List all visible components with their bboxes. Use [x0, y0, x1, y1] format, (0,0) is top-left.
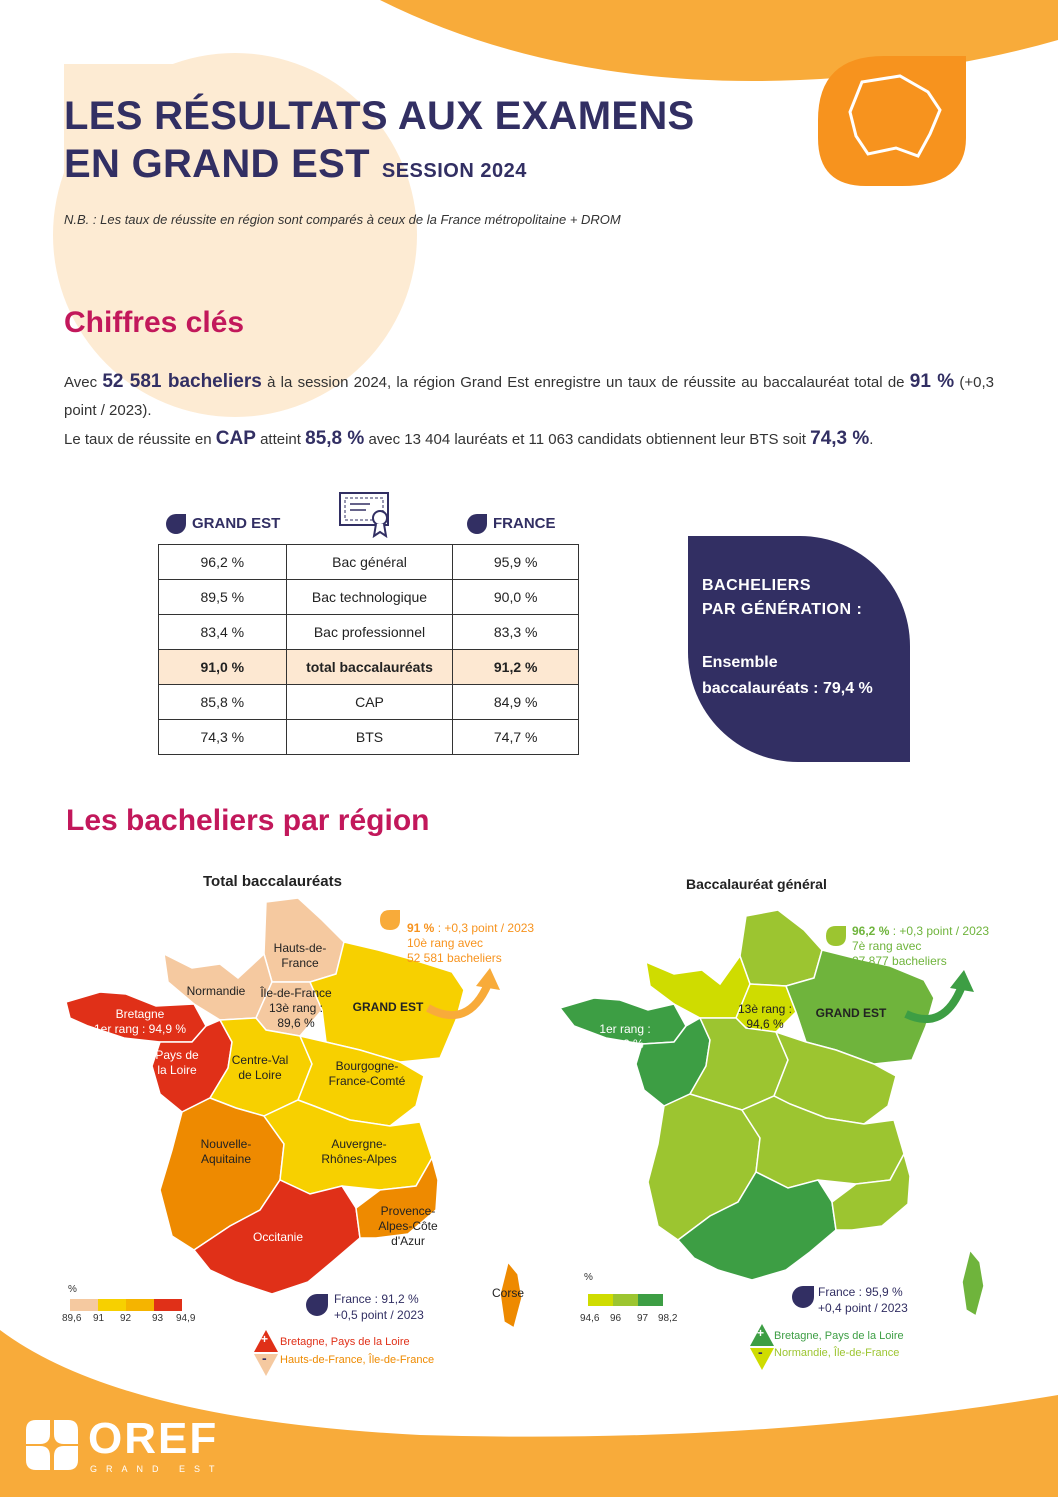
label-line: la Loire	[157, 1063, 197, 1077]
tick: 92	[120, 1313, 132, 1324]
drop-icon	[467, 514, 487, 534]
bubble-title	[702, 574, 862, 622]
legend-swatch	[98, 1299, 126, 1311]
table-row	[159, 545, 579, 580]
label-line: Aquitaine	[200, 1152, 252, 1166]
label-normandie: Normandie	[186, 984, 246, 998]
key-figures-paragraph-2	[64, 425, 994, 454]
callout-drop-icon	[380, 910, 400, 930]
table-row	[159, 685, 579, 720]
col-left-text: GRAND EST	[192, 514, 281, 532]
label-auvergne-rhone-alpes	[314, 1137, 404, 1167]
cell-label: total baccalauréats	[286, 650, 453, 685]
legend-swatch	[126, 1299, 154, 1311]
label-grand-est: GRAND EST	[352, 1000, 424, 1014]
plus-regions: Bretagne, Pays de la Loire	[774, 1330, 904, 1342]
title-line-1: LES RÉSULTATS AUX EXAMENS	[64, 94, 695, 138]
tick: 94,6	[580, 1313, 600, 1324]
label-occitanie: Occitanie	[252, 1230, 304, 1244]
bubble-text	[702, 650, 873, 702]
note: N.B. : Les taux de réussite en région sont comparés à ceux de la France métropolitaine + DROM	[64, 212, 621, 227]
table-row	[159, 615, 579, 650]
label-pays-de-la-loire	[146, 1048, 208, 1078]
cell-fr: 74,7 %	[453, 720, 579, 755]
legend-swatch	[613, 1294, 638, 1306]
cell-label: Bac général	[286, 545, 453, 580]
label-paca	[370, 1204, 446, 1249]
callout-count: 27 877 bacheliers	[852, 954, 947, 968]
france-evolution: +0,4 point / 2023	[818, 1301, 908, 1315]
label-line: Auvergne-	[331, 1137, 387, 1151]
label-line: 98,2 %	[606, 1037, 644, 1051]
p2-a: Le taux de réussite en	[64, 431, 212, 448]
legend-unit: %	[584, 1272, 593, 1283]
cell-label: Bac technologique	[286, 580, 453, 615]
legend-swatch	[588, 1294, 613, 1306]
label-line: d'Azur	[391, 1234, 425, 1248]
p2-e: avec 13 404 lauréats et 11 063 candidats obtiennent leur BTS soit	[368, 431, 806, 448]
label-line: de Loire	[238, 1068, 282, 1082]
label-line: Bourgogne-	[335, 1059, 399, 1073]
p2-g: .	[869, 431, 874, 448]
page-title	[64, 92, 695, 195]
title-line-2: EN GRAND EST	[64, 142, 370, 186]
cell-ge: 96,2 %	[159, 545, 287, 580]
legend-total	[70, 1298, 185, 1310]
bubble-text-2: baccalauréats : 79,4 %	[702, 680, 873, 697]
label-line: France-Comté	[328, 1074, 406, 1088]
p1-c: à la session 2024, la région Grand Est enregistre un taux de réussite au baccalauréat total de	[267, 374, 905, 391]
drop-icon	[166, 514, 186, 534]
regions-heading: Les bacheliers par région	[66, 804, 430, 837]
label-ile-de-france	[254, 986, 338, 1031]
cell-ge: 91,0 %	[159, 650, 287, 685]
oref-logo-subtext: GRAND EST	[90, 1464, 224, 1474]
label-line: Rhônes-Alpes	[321, 1152, 397, 1166]
tick: 94,9	[176, 1313, 196, 1324]
p1-bacheliers: 52 581 bacheliers	[102, 371, 262, 392]
table-row-total	[159, 650, 579, 685]
label-bretagne	[84, 1007, 196, 1037]
cell-ge: 85,8 %	[159, 685, 287, 720]
map-general-france-note	[818, 1284, 908, 1316]
label-line: Alpes-Côte	[378, 1219, 438, 1233]
minus-regions: Hauts-de-France, Île-de-France	[280, 1354, 435, 1366]
legend-swatch	[638, 1294, 663, 1306]
france-rate: France : 95,9 %	[818, 1285, 903, 1299]
region-hauts-de-france	[740, 910, 822, 986]
map-total-callout	[407, 921, 534, 966]
callout-rank: 10è rang avec	[407, 936, 484, 950]
france-drop-icon	[306, 1294, 328, 1316]
label-line: Provence-	[380, 1204, 436, 1218]
callout-rate: 91 %	[407, 921, 435, 935]
cell-ge: 74,3 %	[159, 720, 287, 755]
callout-count: 52 581 bacheliers	[407, 951, 502, 965]
label-line: Île-de-France	[260, 986, 332, 1000]
tick: 93	[152, 1313, 164, 1324]
p1-rate: 91 %	[909, 371, 955, 392]
label-bourgogne-franche-comte	[322, 1059, 412, 1089]
label-rank-1	[590, 1022, 660, 1052]
session-label: SESSION 2024	[381, 160, 527, 182]
label-line: 1er rang :	[599, 1022, 651, 1036]
legend-unit: %	[68, 1284, 77, 1295]
cell-fr: 84,9 %	[453, 685, 579, 720]
label-line: 13è rang :	[737, 1002, 793, 1016]
results-table	[158, 544, 579, 755]
col-right-text: FRANCE	[493, 514, 556, 532]
region-corse	[962, 1250, 984, 1316]
map-total-title: Total baccalauréats	[203, 873, 342, 890]
p2-bts-rate: 74,3 %	[810, 428, 870, 449]
map-general-callout	[852, 924, 989, 969]
map-general-title: Baccalauréat général	[686, 876, 827, 892]
plus-regions: Bretagne, Pays de la Loire	[280, 1336, 410, 1348]
tick: 89,6	[62, 1313, 82, 1324]
minus-regions: Normandie, Île-de-France	[774, 1347, 900, 1359]
oref-logo-icon	[26, 1420, 80, 1472]
cell-label: CAP	[286, 685, 453, 720]
legend-general	[588, 1293, 664, 1305]
legend-swatch	[70, 1299, 98, 1311]
tick: 98,2	[658, 1313, 678, 1324]
arrow-head-icon	[950, 970, 974, 992]
cell-label: Bac professionnel	[286, 615, 453, 650]
grand-est-column-label	[166, 514, 280, 534]
minus-sign: -	[758, 1344, 763, 1360]
callout-evolution: : +0,3 point / 2023	[434, 921, 535, 935]
p1-a: Avec	[64, 374, 98, 391]
bubble-title-2: PAR GÉNÉRATION :	[702, 601, 863, 618]
tick: 96	[610, 1313, 622, 1324]
cell-label: BTS	[286, 720, 453, 755]
minus-sign: -	[262, 1350, 267, 1366]
label-line: 13è rang :	[268, 1001, 324, 1015]
france-rate: France : 91,2 %	[334, 1292, 419, 1306]
callout-rank: 7è rang avec	[852, 939, 922, 953]
label-grand-est: GRAND EST	[815, 1006, 887, 1020]
callout-rate: 96,2 %	[852, 924, 890, 938]
diploma-icon	[336, 490, 400, 538]
generation-bubble	[688, 536, 910, 762]
plus-sign: +	[757, 1326, 765, 1340]
table-row	[159, 720, 579, 755]
label-line: Centre-Val	[231, 1053, 289, 1067]
label-centre-val-de-loire	[224, 1053, 296, 1083]
arrow-head-icon	[476, 968, 500, 990]
callout-drop-icon	[826, 926, 846, 946]
label-rank-13	[732, 1002, 798, 1032]
cell-fr: 95,9 %	[453, 545, 579, 580]
key-figures-paragraph-1	[64, 368, 994, 425]
cell-fr: 83,3 %	[453, 615, 579, 650]
label-line: Pays de	[155, 1048, 199, 1062]
map-total-france-note	[334, 1291, 424, 1323]
france-evolution: +0,5 point / 2023	[334, 1308, 424, 1322]
p2-cap: CAP	[215, 428, 256, 449]
france-drop-icon	[792, 1286, 814, 1308]
france-column-label	[467, 514, 556, 534]
cell-fr: 91,2 %	[453, 650, 579, 685]
label-line: France	[281, 956, 319, 970]
cell-ge: 83,4 %	[159, 615, 287, 650]
label-line: 1er rang : 94,9 %	[93, 1022, 187, 1036]
p2-c: atteint	[260, 431, 301, 448]
tick: 97	[637, 1313, 649, 1324]
label-line: Nouvelle-	[200, 1137, 252, 1151]
plus-sign: +	[261, 1332, 269, 1346]
label-corse: Corse	[491, 1286, 524, 1300]
label-line: 89,6 %	[277, 1016, 315, 1030]
legend-swatch	[154, 1299, 182, 1311]
p2-cap-rate: 85,8 %	[305, 428, 365, 449]
oref-logo-text: OREF	[88, 1414, 219, 1463]
label-hauts-de-france	[262, 941, 338, 971]
label-nouvelle-aquitaine	[190, 1137, 262, 1167]
label-line: Bretagne	[115, 1007, 165, 1021]
callout-evolution: : +0,3 point / 2023	[889, 924, 990, 938]
table-row	[159, 580, 579, 615]
region-badge	[818, 56, 966, 186]
cell-ge: 89,5 %	[159, 580, 287, 615]
tick: 91	[93, 1313, 105, 1324]
label-line: Hauts-de-	[273, 941, 327, 955]
bubble-title-1: BACHELIERS	[702, 577, 812, 594]
bubble-text-1: Ensemble	[702, 654, 778, 671]
cell-fr: 90,0 %	[453, 580, 579, 615]
label-line: 94,6 %	[746, 1017, 784, 1031]
key-figures-heading: Chiffres clés	[64, 306, 245, 339]
p1-e: (+0,3 point / 2023).	[64, 374, 994, 419]
